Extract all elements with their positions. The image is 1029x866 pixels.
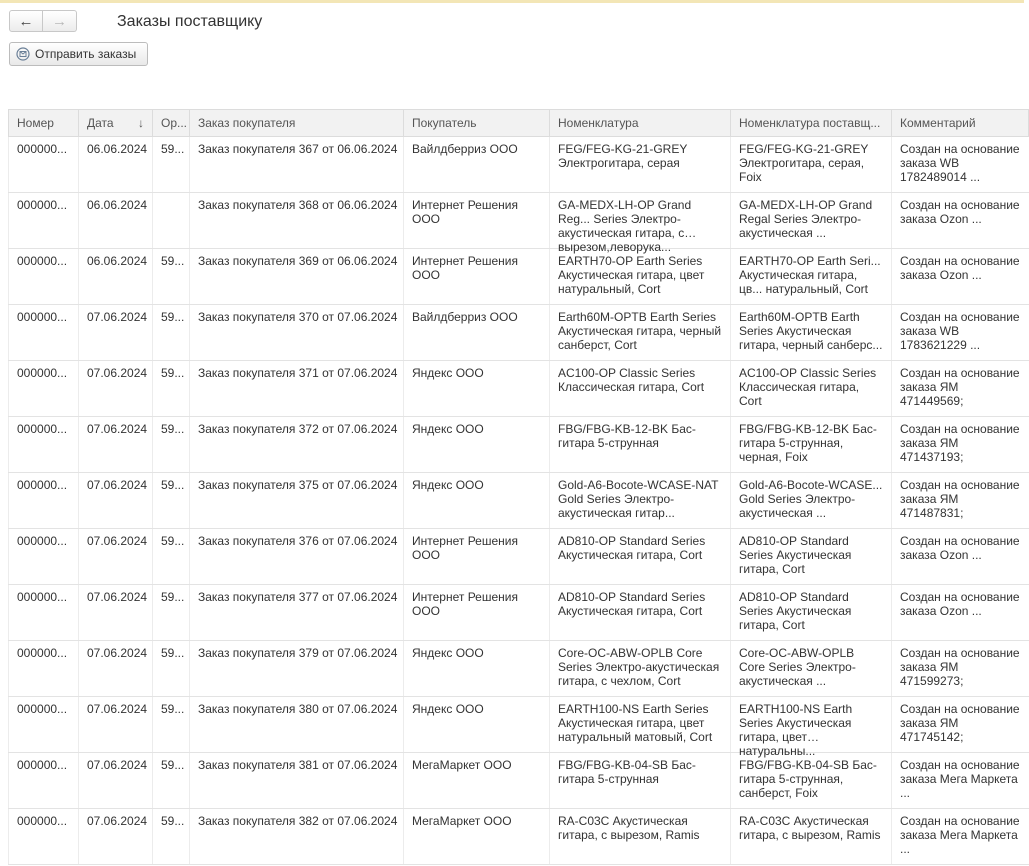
column-header-number[interactable]: Номер [9,110,79,137]
sort-descending-icon: ↓ [138,116,144,130]
column-header-date[interactable] [79,110,153,137]
cell-nomenclature [550,249,731,305]
cell-org: 59... [153,361,190,417]
cell-text: GA-MEDX-LH-OP Grand Regal Series Электро-акустическая ... [739,198,873,240]
cell-supplier-nomenclature [731,249,892,305]
forward-button[interactable] [43,10,77,32]
table-row[interactable] [9,697,1029,753]
cell-date: 06.06.2024 [79,249,153,305]
top-accent-line [0,0,1024,3]
cell-nomenclature [550,697,731,753]
cell-nomenclature [550,361,731,417]
cell-number: 000000... [9,753,79,809]
cell-text: Earth60M-OPTB Earth Series Акустическая гитара, черный санберст, Cort [558,310,722,352]
cell-comment [892,137,1029,193]
cell-text: AD810-OP Standard Series Акустическая гитара, Cort [739,590,852,632]
cell-customer-order: Заказ покупателя 368 от 06.06.2024 [190,193,404,249]
cell-text: EARTH70-OP Earth Seri... Акустическая гитара, цв... натуральный, Cort [739,254,881,296]
table-row[interactable] [9,529,1029,585]
table-row[interactable] [9,753,1029,809]
cell-number: 000000... [9,361,79,417]
table-row[interactable] [9,193,1029,249]
cell-text: Создан на основание заказа ЯМ 471437193; [900,422,1020,464]
cell-supplier-nomenclature [731,697,892,758]
cell-number: 000000... [9,417,79,473]
cell-supplier-nomenclature [731,137,892,193]
cell-text: Создан на основание заказа ЯМ 471487831; [900,478,1020,520]
cell-text: Интернет Решения ООО [412,254,518,282]
cell-number: 000000... [9,697,79,753]
cell-customer-order: Заказ покупателя 372 от 07.06.2024 [190,417,404,473]
cell-text: EARTH70-OP Earth Series Акустическая гитара, цвет натуральный, Cort [558,254,705,296]
cell-buyer [404,585,550,641]
cell-comment [892,249,1029,305]
cell-buyer [404,193,550,249]
column-header-buyer[interactable]: Покупатель [404,110,550,137]
cell-text: Core-OC-ABW-OPLB Core Series Электро-акустическая ... [739,646,856,688]
cell-number: 000000... [9,473,79,529]
page-title: Заказы поставщику [117,13,263,30]
cell-text: Gold-A6-Bocote-WCASE... Gold Series Электро-акустическая ... [739,478,883,520]
table-row[interactable] [9,585,1029,641]
cell-nomenclature [550,137,731,193]
cell-text: AD810-OP Standard Series Акустическая гитара, Cort [558,534,706,562]
table-row[interactable] [9,137,1029,193]
cell-org: 59... [153,529,190,585]
cell-customer-order: Заказ покупателя 382 от 07.06.2024 [190,809,404,865]
cell-number: 000000... [9,249,79,305]
cell-supplier-nomenclature [731,809,892,865]
cell-org: 59... [153,697,190,753]
cell-comment [892,753,1029,809]
cell-text: Яндекс ООО [412,478,484,492]
navigation-buttons [9,10,77,32]
cell-buyer [404,473,550,529]
cell-number: 000000... [9,641,79,697]
cell-nomenclature [550,809,731,865]
cell-supplier-nomenclature [731,193,892,249]
table-header-row [9,110,1029,137]
cell-comment [892,305,1029,361]
cell-text: FBG/FBG-KB-12-BK Бас-гитара 5-струнная, черная, Foix [739,422,877,464]
cell-date: 07.06.2024 [79,585,153,641]
cell-text: RA-C03C Акустическая гитара, с вырезом, Ramis [558,814,700,842]
cell-number: 000000... [9,529,79,585]
cell-text: Яндекс ООО [412,366,484,380]
cell-number: 000000... [9,809,79,865]
cell-org: 59... [153,753,190,809]
cell-org: 59... [153,473,190,529]
cell-text: Вайлдберриз ООО [412,310,518,324]
cell-customer-order: Заказ покупателя 375 от 07.06.2024 [190,473,404,529]
cell-buyer [404,753,550,809]
cell-org [153,193,190,249]
table-row[interactable] [9,473,1029,529]
cell-date: 07.06.2024 [79,697,153,753]
arrow-left-icon: ← [18,12,34,30]
cell-number: 000000... [9,193,79,249]
cell-text: FBG/FBG-KB-12-BK Бас-гитара 5-струнная [558,422,696,450]
cell-number: 000000... [9,137,79,193]
cell-text: Gold-A6-Bocote-WCASE-NAT Gold Series Электро-акустическая гитар... [558,478,719,520]
cell-text: FEG/FEG-KG-21-GREY Электрогитара, серая [558,142,688,170]
send-orders-icon [16,47,30,61]
cell-date: 07.06.2024 [79,809,153,865]
back-button[interactable] [9,10,43,32]
cell-date: 06.06.2024 [79,137,153,193]
cell-nomenclature [550,753,731,809]
send-orders-button[interactable] [9,42,148,66]
column-header-organization[interactable]: Ор... [153,110,190,137]
column-header-nomenclature[interactable]: Номенклатура [550,110,731,137]
table-row[interactable] [9,361,1029,417]
cell-customer-order: Заказ покупателя 367 от 06.06.2024 [190,137,404,193]
cell-date: 06.06.2024 [79,193,153,249]
send-orders-label: Отправить заказы [35,47,137,61]
cell-text: EARTH100-NS Earth Series Акустическая гитара, цвет натуральный матовый, Cort [558,702,713,744]
cell-date: 07.06.2024 [79,529,153,585]
cell-supplier-nomenclature [731,529,892,585]
cell-comment [892,585,1029,641]
cell-buyer [404,417,550,473]
cell-text: Earth60M-OPTB Earth Series Акустическая гитара, черный санберс... [739,310,883,352]
cell-text: Создан на основание заказа WB 1782489014 ... [900,142,1020,184]
table-row[interactable] [9,417,1029,473]
cell-date: 07.06.2024 [79,641,153,697]
cell-nomenclature [550,417,731,473]
cell-comment [892,193,1029,249]
cell-text: Создан на основание заказа Ozon ... [900,590,1020,618]
cell-org: 59... [153,809,190,865]
cell-text: RA-C03C Акустическая гитара, с вырезом, Ramis [739,814,881,842]
cell-number: 000000... [9,305,79,361]
cell-text: AD810-OP Standard Series Акустическая гитара, Cort [739,534,852,576]
cell-text: Создан на основание заказа Мега Маркета ... [900,758,1020,800]
cell-comment [892,529,1029,585]
cell-text: Интернет Решения ООО [412,198,518,226]
cell-text: EARTH100-NS Earth Series Акустическая гитара, цвет натуральны... [739,702,853,758]
cell-text: Яндекс ООО [412,422,484,436]
cell-text: Создан на основание заказа ЯМ 471449569; [900,366,1020,408]
cell-org: 59... [153,417,190,473]
cell-supplier-nomenclature [731,753,892,809]
table-row[interactable] [9,249,1029,305]
cell-nomenclature [550,305,731,361]
cell-customer-order: Заказ покупателя 381 от 07.06.2024 [190,753,404,809]
cell-comment [892,473,1029,529]
cell-org: 59... [153,641,190,697]
cell-text: МегаМаркет ООО [412,758,512,772]
cell-supplier-nomenclature [731,417,892,473]
cell-text: Вайлдберриз ООО [412,142,518,156]
cell-customer-order: Заказ покупателя 370 от 07.06.2024 [190,305,404,361]
cell-comment [892,641,1029,697]
cell-text: Создан на основание заказа Мега Маркета ... [900,814,1020,856]
cell-customer-order: Заказ покупателя 371 от 07.06.2024 [190,361,404,417]
cell-date: 07.06.2024 [79,417,153,473]
column-header-comment[interactable]: Комментарий [892,110,1029,137]
cell-org: 59... [153,137,190,193]
cell-date: 07.06.2024 [79,305,153,361]
cell-date: 07.06.2024 [79,361,153,417]
column-header-date-label: Дата [87,116,114,130]
cell-buyer [404,361,550,417]
cell-buyer [404,809,550,865]
cell-text: FEG/FEG-KG-21-GREY Электрогитара, серая, Foix [739,142,869,184]
cell-text: FBG/FBG-KB-04-SB Бас-гитара 5-струнная [558,758,696,786]
cell-nomenclature [550,473,731,529]
cell-supplier-nomenclature [731,641,892,697]
table-row[interactable] [9,305,1029,361]
cell-text: МегаМаркет ООО [412,814,512,828]
cell-text: GA-MEDX-LH-OP Grand Reg... Series Электро-акустическая гитара, с вырезом,леворука... [558,198,692,254]
cell-text: Создан на основание заказа Ozon ... [900,254,1020,282]
cell-customer-order: Заказ покупателя 369 от 06.06.2024 [190,249,404,305]
cell-buyer [404,529,550,585]
cell-buyer [404,249,550,305]
cell-text: AC100-OP Classic Series Классическая гитара, Cort [739,366,877,408]
cell-text: FBG/FBG-KB-04-SB Бас-гитара 5-струнная, санберст, Foix [739,758,877,800]
cell-date: 07.06.2024 [79,753,153,809]
cell-nomenclature [550,193,731,254]
cell-supplier-nomenclature [731,585,892,641]
orders-table [8,109,1029,865]
cell-buyer [404,137,550,193]
cell-buyer [404,641,550,697]
column-header-customer-order[interactable]: Заказ покупателя [190,110,404,137]
cell-customer-order: Заказ покупателя 380 от 07.06.2024 [190,697,404,753]
cell-comment [892,361,1029,417]
cell-text: AC100-OP Classic Series Классическая гитара, Cort [558,366,705,394]
cell-nomenclature [550,585,731,641]
cell-text: Интернет Решения ООО [412,590,518,618]
cell-text: AD810-OP Standard Series Акустическая гитара, Cort [558,590,706,618]
cell-date: 07.06.2024 [79,473,153,529]
cell-supplier-nomenclature [731,361,892,417]
cell-text: Интернет Решения ООО [412,534,518,562]
table-row[interactable] [9,641,1029,697]
cell-buyer [404,697,550,753]
cell-text: Создан на основание заказа ЯМ 471599273; [900,646,1020,688]
cell-customer-order: Заказ покупателя 377 от 07.06.2024 [190,585,404,641]
cell-nomenclature [550,641,731,697]
arrow-right-icon: → [52,12,67,30]
cell-text: Создан на основание заказа Ozon ... [900,534,1020,562]
cell-text: Создан на основание заказа ЯМ 471745142; [900,702,1020,744]
cell-customer-order: Заказ покупателя 376 от 07.06.2024 [190,529,404,585]
cell-number: 000000... [9,585,79,641]
cell-text: Яндекс ООО [412,702,484,716]
cell-customer-order: Заказ покупателя 379 от 07.06.2024 [190,641,404,697]
cell-text: Core-OC-ABW-OPLB Core Series Электро-акустическая гитара, с чехлом, Cort [558,646,720,688]
cell-text: Создан на основание заказа WB 1783621229 ... [900,310,1020,352]
cell-org: 59... [153,305,190,361]
cell-text: Яндекс ООО [412,646,484,660]
cell-buyer [404,305,550,361]
cell-comment [892,809,1029,865]
cell-text: Создан на основание заказа Ozon ... [900,198,1020,226]
cell-nomenclature [550,529,731,585]
cell-org: 59... [153,249,190,305]
column-header-supplier-nomenclature[interactable]: Номенклатура поставщ... [731,110,892,137]
table-row[interactable] [9,809,1029,865]
cell-comment [892,697,1029,753]
cell-supplier-nomenclature [731,473,892,529]
cell-supplier-nomenclature [731,305,892,361]
cell-comment [892,417,1029,473]
cell-org: 59... [153,585,190,641]
